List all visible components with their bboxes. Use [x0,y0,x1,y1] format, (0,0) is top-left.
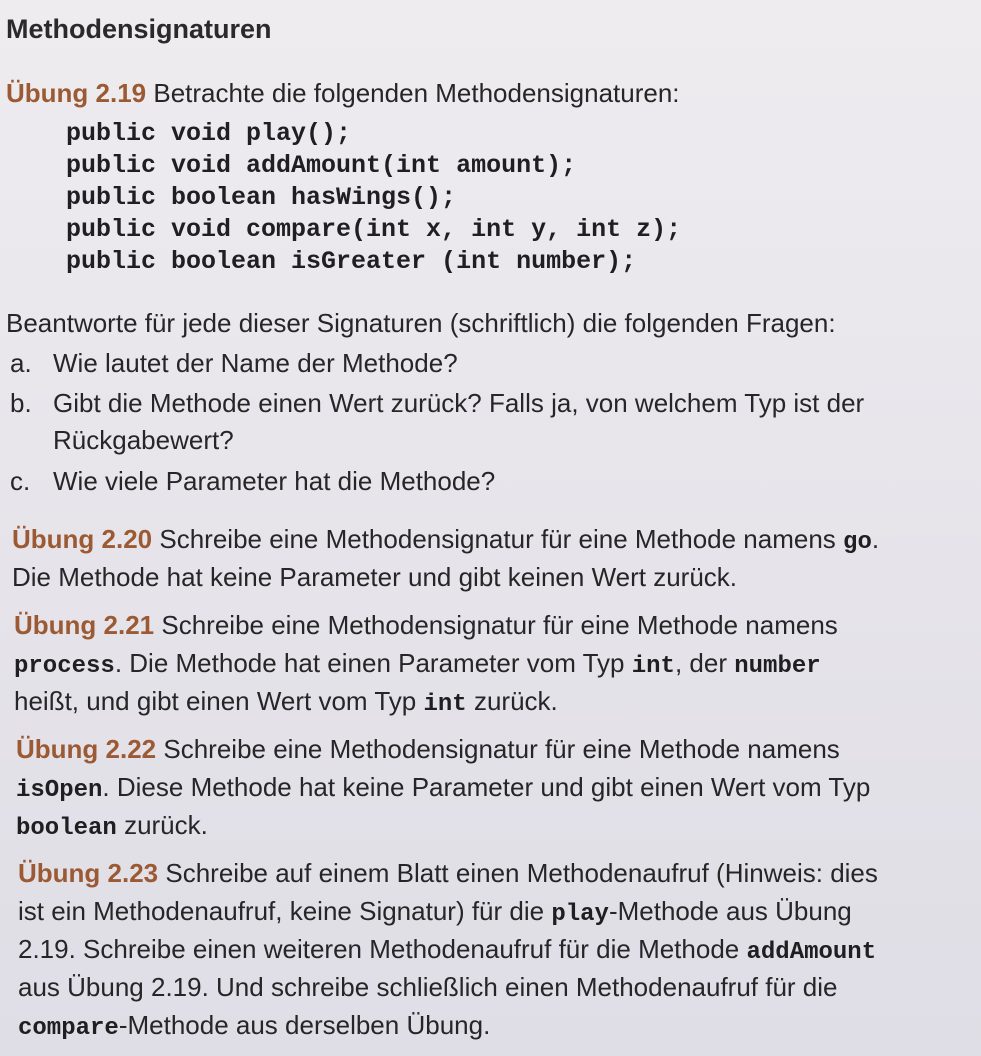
exercise-2-21-line-2 [14,644,821,686]
exercise-text: Schreibe eine Methodensignatur für eine Methode namens [159,524,836,554]
exercise-text: 2.19. Schreibe einen weiteren Methodenaufruf für die Methode [18,934,740,964]
code-line: public void compare(int x, int y, int z); [66,215,682,244]
list-item [10,385,864,459]
inline-code-int: int [423,691,467,718]
question-text: Wie lautet der Name der Methode? [53,348,458,378]
exercise-2-23-line-2 [18,892,852,934]
question-text-continued: Rückgabewert? [53,425,234,455]
exercise-2-23-line-1 [18,854,878,892]
exercise-2-20-line-1 [12,520,879,562]
inline-code-play: play [551,901,609,928]
punctuation: . [871,524,880,554]
inline-code-int: int [631,653,675,680]
list-item [10,463,864,500]
exercise-text: . Die Methode hat einen Parameter vom Typ [114,648,625,678]
code-line: public boolean isGreater (int number); [66,247,637,276]
list-marker: a. [10,348,32,378]
list-marker: c. [10,466,31,496]
exercise-text: Schreibe eine Methodensignatur für eine Methode namens [161,610,838,640]
method-signatures-code [66,118,681,278]
code-line: public void addAmount(int amount); [66,151,577,180]
exercise-label: Übung 2.23 [18,858,159,888]
list-item [10,345,864,382]
inline-code-addamount: addAmount [746,939,877,966]
exercise-2-23-line-3 [18,930,876,972]
exercise-label: Übung 2.19 [6,78,147,108]
exercise-text: -Methode aus derselben Übung. [118,1010,491,1040]
exercise-text: zurück. [473,686,558,716]
exercise-text: -Methode aus Übung [608,896,852,926]
inline-code-boolean: boolean [16,815,117,842]
inline-code-compare: compare [18,1015,119,1042]
exercise-text: Schreibe eine Methodensignatur für eine Methode namens [163,734,840,764]
exercise-2-23-line-5 [18,1006,490,1048]
exercise-2-21-line-3 [14,682,558,724]
code-line: public void play(); [66,119,352,148]
exercise-text: ist ein Methodenaufruf, keine Signatur) für die [18,896,545,926]
exercise-label: Übung 2.20 [12,524,153,554]
exercise-text: Schreibe auf einem Blatt einen Methodenaufruf (Hinweis: dies [165,858,878,888]
inline-code-isopen: isOpen [16,777,103,804]
question-list [10,345,864,500]
exercise-2-23-line-4: aus Übung 2.19. Und schreibe schließlich einen Methodenaufruf für die [18,972,838,1002]
inline-code-go: go [843,529,872,556]
list-marker: b. [10,388,32,418]
inline-code-process: process [14,653,115,680]
exercise-2-20-line-2: Die Methode hat keine Parameter und gibt keinen Wert zurück. [12,562,738,592]
exercise-text: . Diese Methode hat keine Parameter und gibt einen Wert vom Typ [102,772,871,802]
exercise-label: Übung 2.21 [14,610,155,640]
exercise-2-22-line-3 [16,806,208,848]
question-intro: Beantworte für jede dieser Signaturen (schriftlich) die folgenden Fragen: [6,308,836,338]
exercise-2-21-line-1 [14,606,838,644]
exercise-2-22-line-2 [16,768,870,810]
exercise-text: Betrachte die folgenden Methodensignaturen: [153,78,680,108]
question-text: Gibt die Methode einen Wert zurück? Falls ja, von welchem Typ ist der [53,388,865,418]
exercise-text: zurück. [124,810,208,840]
exercise-label: Übung 2.22 [16,734,157,764]
section-title: Methodensignaturen [6,14,272,44]
exercise-text: , der [674,648,727,678]
inline-code-number: number [734,653,821,680]
exercise-text: heißt, und gibt einen Wert vom Typ [14,686,417,716]
code-line: public boolean hasWings(); [66,183,457,212]
exercise-2-19-heading [6,74,680,112]
exercise-2-22-line-1 [16,730,840,768]
question-text: Wie viele Parameter hat die Methode? [53,466,496,496]
